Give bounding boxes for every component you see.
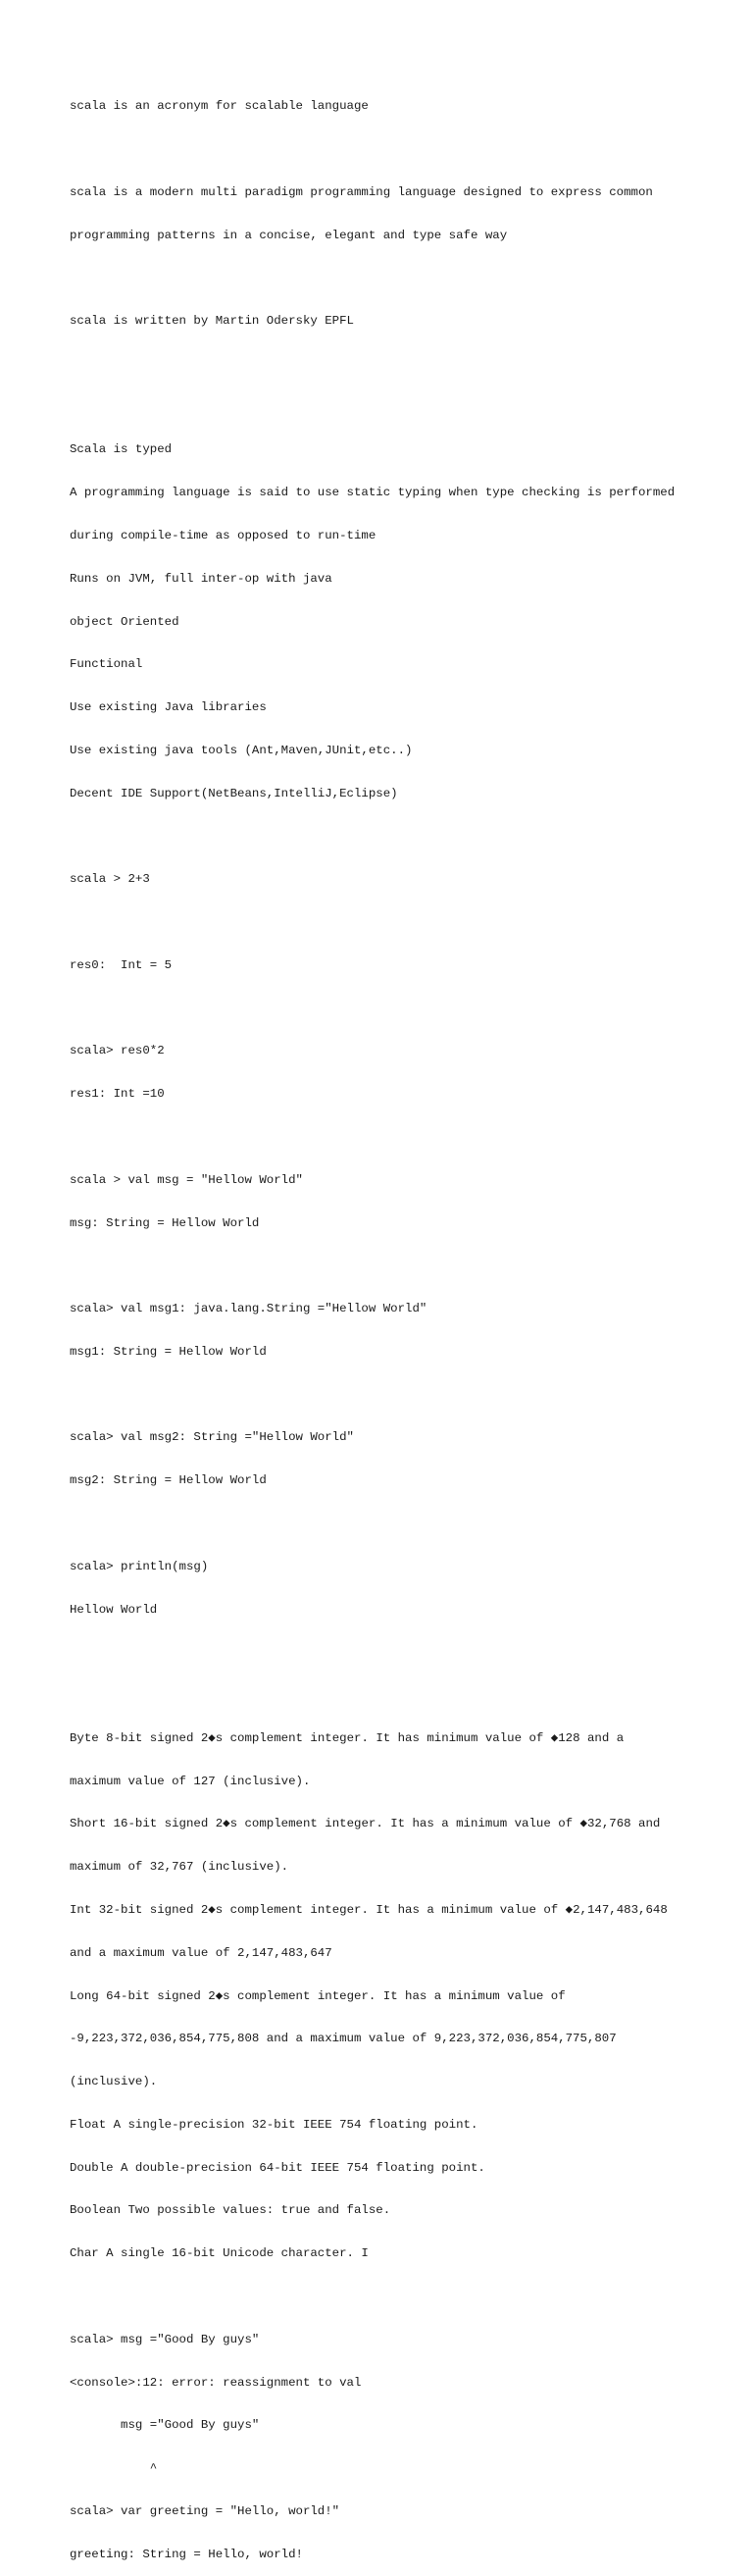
text-line: msg1: String = Hellow World (70, 1344, 267, 1359)
text-line: scala is an acronym for scalable language (70, 99, 369, 114)
text-line: scala> msg ="Good By guys" (70, 2332, 260, 2346)
text-line: res0: Int = 5 (70, 957, 173, 972)
text-line (70, 357, 746, 372)
text-line: A programming language is said to use static typing when type checking is performed (70, 486, 676, 500)
text-line (70, 400, 746, 415)
text-line: scala > val msg = "Hellow World" (70, 1172, 303, 1187)
text-line: Use existing Java libraries (70, 700, 267, 715)
text-line: scala> val msg1: java.lang.String ="Hellow World" (70, 1302, 427, 1316)
text-line: msg: String = Hellow World (70, 1215, 260, 1230)
text-line: scala > 2+3 (70, 872, 150, 887)
text-line: programming patterns in a concise, elegant and type safe way (70, 228, 508, 242)
text-line: Functional (70, 657, 143, 672)
text-line: Use existing java tools (Ant,Maven,JUnit,etc..) (70, 743, 413, 757)
text-line (70, 142, 746, 157)
text-line: res1: Int =10 (70, 1087, 165, 1102)
text-line: and a maximum value of 2,147,483,647 (70, 1945, 332, 1960)
text-line: <console>:12: error: reassignment to val (70, 2375, 362, 2390)
text-line: maximum of 32,767 (inclusive). (70, 1860, 289, 1875)
text-line (70, 1002, 746, 1016)
text-line (70, 1388, 746, 1403)
text-line: Double A double-precision 64-bit IEEE 754 floating point. (70, 2160, 485, 2175)
text-line: object Oriented (70, 614, 179, 629)
text-line: Char A single 16-bit Unicode character. I (70, 2246, 369, 2261)
text-line: maximum value of 127 (inclusive). (70, 1774, 311, 1788)
text-line: scala> println(msg) (70, 1559, 209, 1573)
text-line: scala> var greeting = "Hello, world!" (70, 2503, 340, 2518)
text-line: Int 32-bit signed 2◆s complement integer. It has a minimum value of ◆2,147,483,648 (70, 1903, 668, 1917)
text-line: Boolean Two possible values: true and false. (70, 2203, 391, 2218)
text-line (70, 1517, 746, 1531)
text-line: Decent IDE Support(NetBeans,IntelliJ,Eclipse) (70, 786, 398, 800)
text-line: Hellow World (70, 1602, 158, 1617)
text-line (70, 1130, 746, 1145)
text-line: scala is written by Martin Odersky EPFL (70, 314, 354, 329)
text-line: Long 64-bit signed 2◆s complement integer. It has a minimum value of (70, 1988, 566, 2003)
text-line: -9,223,372,036,854,775,808 and a maximum value of 9,223,372,036,854,775,807 (70, 2032, 617, 2046)
text-line: Runs on JVM, full inter-op with java (70, 571, 332, 586)
text-line (70, 1645, 746, 1660)
text-line (70, 1688, 746, 1703)
text-line: during compile-time as opposed to run-time (70, 529, 376, 542)
text-line: greeting: String = Hello, world! (70, 2547, 303, 2561)
text-line: Scala is typed (70, 442, 173, 457)
text-line: msg2: String = Hellow World (70, 1473, 267, 1488)
text-line: ^ (70, 2461, 158, 2476)
text-line: Short 16-bit signed 2◆s complement integer. It has a minimum value of ◆32,768 and (70, 1817, 661, 1831)
text-line: Float A single-precision 32-bit IEEE 754 floating point. (70, 2117, 478, 2132)
text-line: scala is a modern multi paradigm programming language designed to express common (70, 184, 653, 199)
text-line: (inclusive). (70, 2075, 158, 2089)
text-line: scala> res0*2 (70, 1044, 165, 1058)
text-line: scala> val msg2: String ="Hellow World" (70, 1430, 354, 1445)
document-body (70, 71, 746, 2576)
text-line (70, 1259, 746, 1273)
text-line (70, 271, 746, 285)
text-line: Byte 8-bit signed 2◆s complement integer. It has minimum value of ◆128 and a (70, 1730, 625, 1745)
text-line (70, 915, 746, 930)
text-line: msg ="Good By guys" (70, 2418, 260, 2433)
text-line (70, 2290, 746, 2304)
text-line (70, 829, 746, 844)
